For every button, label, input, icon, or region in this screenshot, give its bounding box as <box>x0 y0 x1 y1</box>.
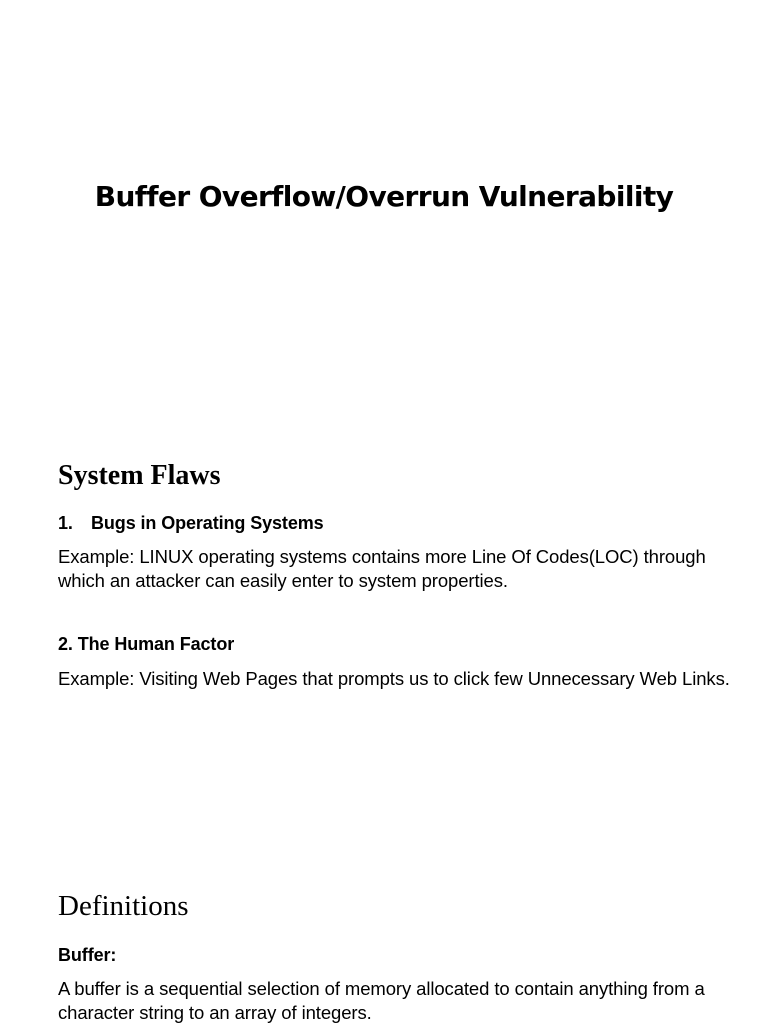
document-title: Buffer Overflow/Overrun Vulnerability <box>94 180 674 213</box>
definition-term-buffer: Buffer: <box>58 945 117 965</box>
flaw-heading-human-factor: 2. The Human Factor <box>58 634 235 654</box>
flaw-heading-bugs <box>58 513 324 534</box>
section-heading-definitions: Definitions <box>58 890 189 922</box>
section-heading-system-flaws: System Flaws <box>58 460 221 491</box>
flaw-title: Bugs in Operating Systems <box>91 513 324 533</box>
flaw-example-bugs: Example: LINUX operating systems contains more Line Of Codes(LOC) through which an attacker can easily enter to system properties. <box>58 546 706 591</box>
flaw-example-human-factor: Example: Visiting Web Pages that prompts us to click few Unnecessary Web Links. <box>58 668 730 689</box>
definition-text-buffer: A buffer is a sequential selection of memory allocated to contain anything from a character string to an array of integers. <box>58 978 705 1023</box>
flaw-number: 1. <box>58 513 73 533</box>
